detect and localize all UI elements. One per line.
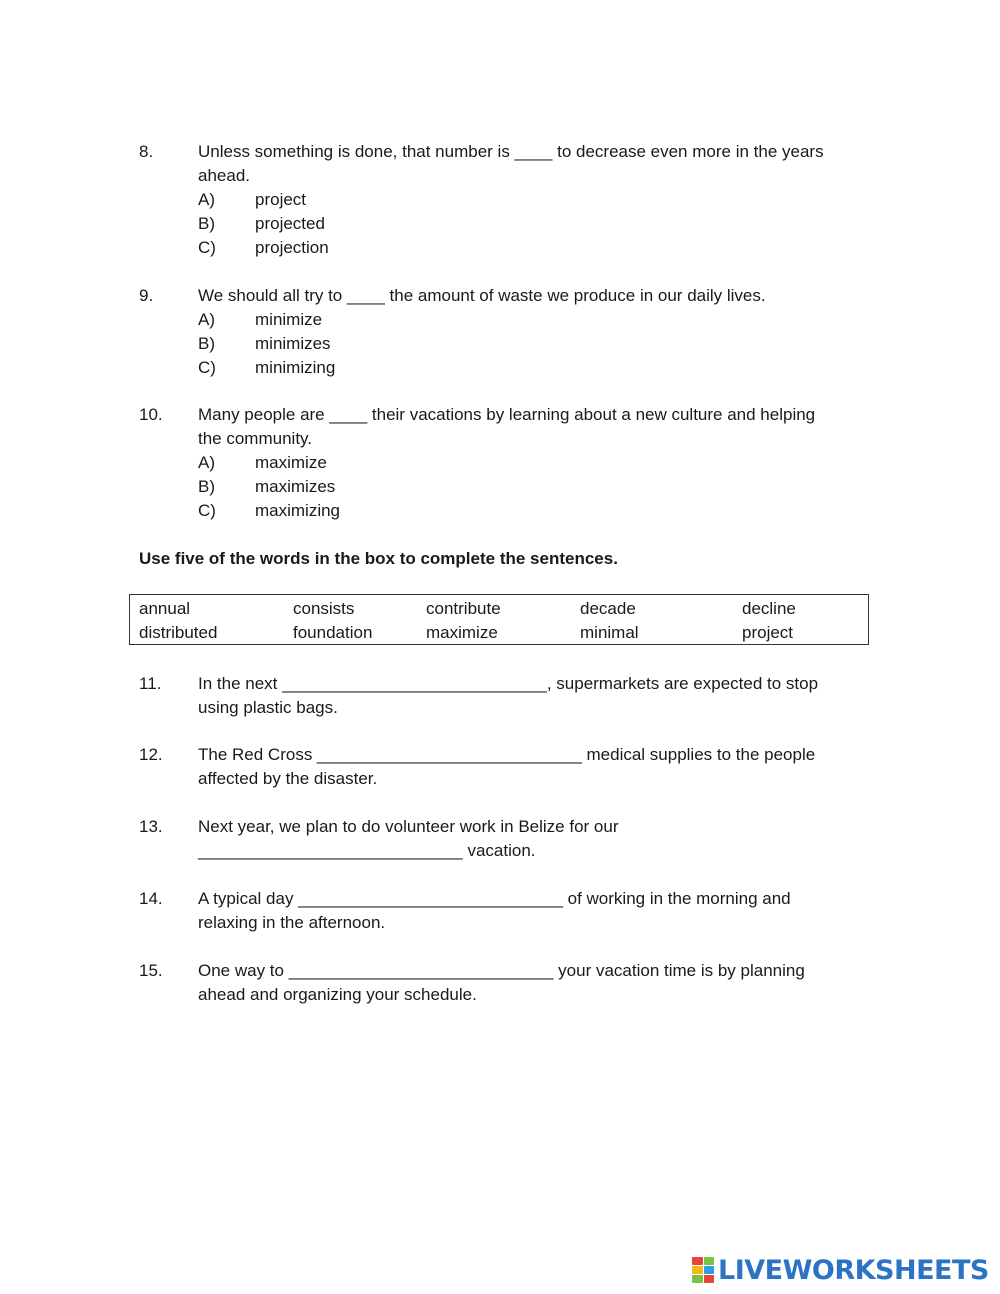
option-c[interactable] <box>198 499 869 523</box>
liveworksheets-logo-icon <box>692 1257 714 1283</box>
option-word: maximizing <box>255 501 341 520</box>
question-text-line1[interactable]: In the next ____________________________, supermarkets are expected to stop <box>198 674 819 693</box>
word-box-item: foundation <box>293 623 373 642</box>
option-letter: A) <box>198 190 215 209</box>
question-number: 15. <box>139 961 163 980</box>
question-13 <box>139 815 869 863</box>
question-text-line2: ahead. <box>198 166 250 185</box>
question-11 <box>139 672 869 720</box>
option-letter: C) <box>198 358 216 377</box>
question-text-line1[interactable]: The Red Cross ____________________________ medical supplies to the people <box>198 745 816 764</box>
option-word: maximize <box>255 453 327 472</box>
word-box-item: distributed <box>139 623 218 642</box>
word-box-item: maximize <box>426 623 498 642</box>
option-c[interactable] <box>198 356 869 380</box>
option-word: maximizes <box>255 477 336 496</box>
question-text-line2: ahead and organizing your schedule. <box>198 985 477 1004</box>
question-text-line1[interactable]: One way to ____________________________ your vacation time is by planning <box>198 961 805 980</box>
question-text-line1[interactable]: A typical day ____________________________ of working in the morning and <box>198 889 791 908</box>
option-a[interactable] <box>198 451 869 475</box>
question-number: 9. <box>139 286 154 305</box>
question-14 <box>139 887 869 935</box>
word-box-item: decade <box>580 599 636 618</box>
option-c[interactable] <box>198 236 869 260</box>
option-word: projection <box>255 238 329 257</box>
logo-text: LIVEWORKSHEETS <box>718 1254 989 1286</box>
question-number: 14. <box>139 889 163 908</box>
word-box-item: decline <box>742 599 796 618</box>
question-12 <box>139 743 869 791</box>
option-a[interactable] <box>198 188 869 212</box>
word-box-item: contribute <box>426 599 501 618</box>
liveworksheets-logo[interactable] <box>692 1254 989 1286</box>
question-text-line2: the community. <box>198 429 313 448</box>
option-letter: A) <box>198 310 215 329</box>
option-a[interactable] <box>198 308 869 332</box>
option-letter: B) <box>198 477 215 496</box>
word-box-item: project <box>742 623 794 642</box>
option-word: minimize <box>255 310 323 329</box>
question-text-line1: Unless something is done, that number is ____ to decrease even more in the years <box>198 142 824 161</box>
option-letter: B) <box>198 334 215 353</box>
option-word: project <box>255 190 307 209</box>
option-letter: C) <box>198 501 216 520</box>
option-word: projected <box>255 214 325 233</box>
question-number: 8. <box>139 142 154 161</box>
option-b[interactable] <box>198 332 869 356</box>
question-text-line1: Many people are ____ their vacations by learning about a new culture and helping <box>198 405 816 424</box>
option-b[interactable] <box>198 475 869 499</box>
question-text-line2: affected by the disaster. <box>198 769 378 788</box>
question-text-line2[interactable]: ____________________________ vacation. <box>198 841 536 860</box>
word-box-row-2 <box>130 621 868 645</box>
option-b[interactable] <box>198 212 869 236</box>
word-box-row-1 <box>130 597 868 621</box>
question-number: 10. <box>139 405 163 424</box>
question-text-line1: Next year, we plan to do volunteer work in Belize for our <box>198 817 619 836</box>
word-box <box>129 594 869 645</box>
word-box-item: annual <box>139 599 191 618</box>
option-letter: A) <box>198 453 215 472</box>
question-8 <box>139 140 869 260</box>
question-text-line2: using plastic bags. <box>198 698 338 717</box>
option-word: minimizes <box>255 334 331 353</box>
question-15 <box>139 959 869 1007</box>
option-letter: C) <box>198 238 216 257</box>
option-letter: B) <box>198 214 215 233</box>
word-box-item: minimal <box>580 623 639 642</box>
question-text-line1: We should all try to ____ the amount of waste we produce in our daily lives. <box>198 286 766 305</box>
question-number: 12. <box>139 745 163 764</box>
question-number: 13. <box>139 817 163 836</box>
question-number: 11. <box>139 674 162 693</box>
word-box-item: consists <box>293 599 355 618</box>
question-10 <box>139 403 869 523</box>
instruction-heading: Use five of the words in the box to complete the sentences. <box>139 549 618 568</box>
option-word: minimizing <box>255 358 336 377</box>
question-text-line2: relaxing in the afternoon. <box>198 913 386 932</box>
question-9 <box>139 284 869 380</box>
